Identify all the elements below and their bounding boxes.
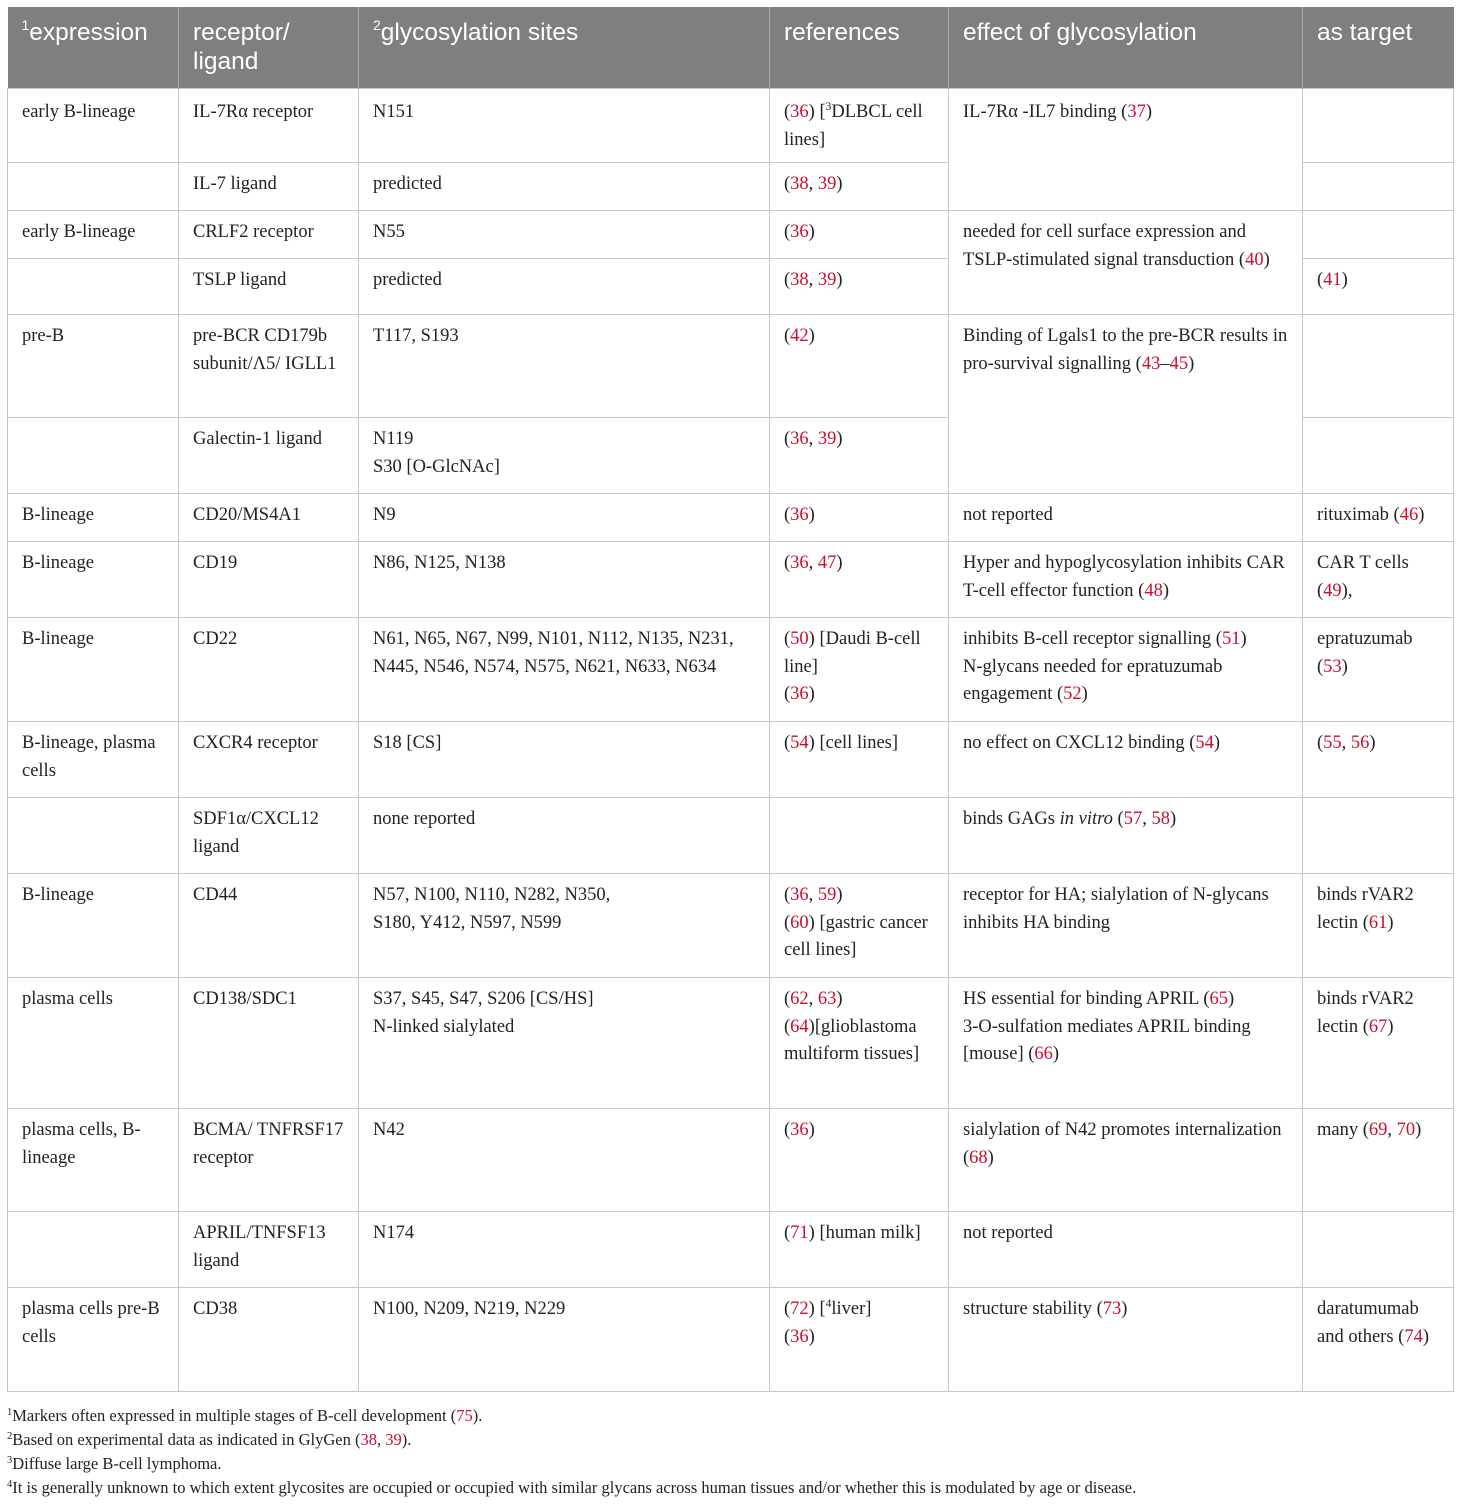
expression-cell: B-lineage <box>8 494 179 542</box>
receptor-cell: CD44 <box>179 874 359 978</box>
target-cell <box>1303 1212 1454 1288</box>
reference-link[interactable]: 64 <box>790 1016 809 1037</box>
reference-link[interactable]: 69 <box>1368 1120 1388 1141</box>
effect-cell: not reported <box>949 1212 1303 1288</box>
reference-link[interactable]: 36 <box>790 1120 809 1141</box>
table-row <box>8 542 1454 618</box>
header-glycosylation-sites: $^2$glycosylation sites <box>359 7 770 89</box>
effect-cell: inhibits B-cell receptor signalling (51) N-glycans needed for epratuzumab engagement (52) <box>949 618 1303 722</box>
sites-cell: N174 <box>359 1212 770 1288</box>
effect-cell: binds GAGs in vitro (57, 58) <box>949 798 1303 874</box>
reference-link[interactable]: 54 <box>790 733 809 754</box>
expression-cell: plasma cells pre-B cells <box>8 1288 179 1392</box>
sites-cell: S37, S45, S47, S206 [CS/HS] N-linked sialylated <box>359 978 770 1109</box>
sites-cell: none reported <box>359 798 770 874</box>
reference-link[interactable]: 38 <box>360 1430 377 1449</box>
reference-link[interactable]: 43 <box>1141 353 1161 374</box>
references-cell: (36) [$^3$DLBCL cell lines] <box>770 89 949 163</box>
sites-cell: N9 <box>359 494 770 542</box>
reference-link[interactable]: 66 <box>1034 1044 1053 1065</box>
expression-cell: B-lineage <box>8 874 179 978</box>
target-cell: epratuzumab (53) <box>1303 618 1454 722</box>
footnote-3: $^3$Diffuse large B-cell lymphoma. <box>7 1454 222 1473</box>
reference-link[interactable]: 54 <box>1195 733 1214 754</box>
sites-cell: N86, N125, N138 <box>359 542 770 618</box>
receptor-cell: CXCR4 receptor <box>179 722 359 798</box>
effect-cell: receptor for HA; sialylation of N-glycans inhibits HA binding <box>949 874 1303 978</box>
reference-link[interactable]: 40 <box>1245 249 1264 270</box>
receptor-cell: BCMA/ TNFRSF17 receptor <box>179 1109 359 1212</box>
receptor-cell: SDF1α/CXCL12 ligand <box>179 798 359 874</box>
reference-link[interactable]: 45 <box>1169 353 1189 374</box>
target-cell: CAR T cells (49), <box>1303 542 1454 618</box>
receptor-cell: CD38 <box>179 1288 359 1392</box>
reference-link[interactable]: 57 <box>1123 809 1143 830</box>
sites-cell: N61, N65, N67, N99, N101, N112, N135, N231, N445, N546, N574, N575, N621, N633, N634 <box>359 618 770 722</box>
references-cell: (71) [human milk] <box>770 1212 949 1288</box>
reference-link[interactable]: 63 <box>817 989 837 1010</box>
sites-cell: N100, N209, N219, N229 <box>359 1288 770 1392</box>
reference-link[interactable]: 39 <box>817 174 837 195</box>
reference-link[interactable]: 68 <box>969 1147 988 1168</box>
effect-cell: not reported <box>949 494 1303 542</box>
footnote-2: $^2$Based on experimental data as indicated in GlyGen (38, 39). <box>7 1430 412 1449</box>
expression-cell: B-lineage, plasma cells <box>8 722 179 798</box>
footnotes <box>7 1404 1453 1500</box>
reference-link[interactable]: 74 <box>1404 1326 1423 1347</box>
references-cell: (36, 39) <box>770 418 949 494</box>
expression-cell <box>8 259 179 315</box>
receptor-cell: CD22 <box>179 618 359 722</box>
footnote-4: $^4$It is generally unknown to which extent glycosites are occupied or occupied with similar glycans across human tissues and/or whether this is modulated by age or disease. <box>7 1478 1137 1497</box>
reference-link[interactable]: 67 <box>1368 1016 1388 1037</box>
reference-link[interactable]: 65 <box>1209 989 1228 1010</box>
expression-cell: pre-B <box>8 315 179 418</box>
reference-link[interactable]: 61 <box>1368 912 1388 933</box>
table-row <box>8 1288 1454 1392</box>
reference-link[interactable]: 73 <box>1102 1299 1122 1320</box>
sites-cell: predicted <box>359 259 770 315</box>
receptor-cell: APRIL/TNFSF13 ligand <box>179 1212 359 1288</box>
header-as-target: as target <box>1303 7 1454 89</box>
references-cell: (36) <box>770 211 949 259</box>
sites-cell: predicted <box>359 163 770 211</box>
reference-link[interactable]: 38 <box>790 270 809 291</box>
expression-cell: early B-lineage <box>8 211 179 259</box>
target-cell: binds rVAR2 lectin (61) <box>1303 874 1454 978</box>
table-row <box>8 722 1454 798</box>
table-row <box>8 978 1454 1109</box>
references-cell: (38, 39) <box>770 259 949 315</box>
reference-link[interactable]: 56 <box>1350 733 1370 754</box>
reference-link[interactable]: 72 <box>790 1299 809 1320</box>
effect-cell: structure stability (73) <box>949 1288 1303 1392</box>
reference-link[interactable]: 55 <box>1323 733 1342 754</box>
references-cell: (50) [Daudi B-cell line] (36) <box>770 618 949 722</box>
table-row <box>8 1109 1454 1212</box>
target-cell: binds rVAR2 lectin (67) <box>1303 978 1454 1109</box>
reference-link[interactable]: 70 <box>1396 1120 1416 1141</box>
reference-link[interactable]: 75 <box>456 1406 473 1425</box>
reference-link[interactable]: 47 <box>817 553 837 574</box>
effect-cell: no effect on CXCL12 binding (54) <box>949 722 1303 798</box>
expression-cell <box>8 418 179 494</box>
table-row <box>8 618 1454 722</box>
target-cell <box>1303 89 1454 163</box>
reference-link[interactable]: 46 <box>1399 505 1419 526</box>
effect-cell: HS essential for binding APRIL (65) 3-O-sulfation mediates APRIL binding [mouse] (66) <box>949 978 1303 1109</box>
target-cell <box>1303 418 1454 494</box>
reference-link[interactable]: 39 <box>817 429 837 450</box>
references-cell: (36) <box>770 494 949 542</box>
reference-link[interactable]: 51 <box>1221 629 1241 650</box>
expression-cell <box>8 163 179 211</box>
sites-cell: N119 S30 [O-GlcNAc] <box>359 418 770 494</box>
reference-link[interactable]: 36 <box>790 505 809 526</box>
receptor-cell: CD138/SDC1 <box>179 978 359 1109</box>
receptor-cell: TSLP ligand <box>179 259 359 315</box>
target-cell: (41) <box>1303 259 1454 315</box>
target-cell <box>1303 211 1454 259</box>
reference-link[interactable]: 36 <box>790 553 809 574</box>
reference-link[interactable]: 71 <box>790 1223 809 1244</box>
reference-link[interactable]: 60 <box>790 912 809 933</box>
reference-link[interactable]: 36 <box>790 684 809 705</box>
glycosylation-table <box>7 7 1454 1392</box>
table-row <box>8 494 1454 542</box>
table-row <box>8 798 1454 874</box>
references-cell: (36, 47) <box>770 542 949 618</box>
sites-cell: N42 <box>359 1109 770 1212</box>
expression-cell: B-lineage <box>8 542 179 618</box>
effect-cell: IL-7Rα -IL7 binding (37) <box>949 89 1303 211</box>
receptor-cell: IL-7 ligand <box>179 163 359 211</box>
target-cell <box>1303 315 1454 418</box>
references-cell: (72) [$^4$liver] (36) <box>770 1288 949 1392</box>
expression-cell: B-lineage <box>8 618 179 722</box>
references-cell: (36) <box>770 1109 949 1212</box>
table-row <box>8 211 1454 259</box>
reference-link[interactable]: 36 <box>790 102 809 122</box>
footnote-1: $^1$Markers often expressed in multiple stages of B-cell development (75). <box>7 1406 483 1425</box>
effect-cell: sialylation of N42 promotes internalization (68) <box>949 1109 1303 1212</box>
references-cell: (42) <box>770 315 949 418</box>
sites-cell: S18 [CS] <box>359 722 770 798</box>
target-cell: daratumumab and others (74) <box>1303 1288 1454 1392</box>
expression-cell <box>8 1212 179 1288</box>
reference-link[interactable]: 39 <box>817 270 837 291</box>
expression-cell: plasma cells <box>8 978 179 1109</box>
reference-link[interactable]: 48 <box>1144 580 1163 601</box>
effect-cell: Binding of Lgals1 to the pre-BCR results in pro-survival signalling (43–45) <box>949 315 1303 494</box>
target-cell: rituximab (46) <box>1303 494 1454 542</box>
sites-cell: N151 <box>359 89 770 163</box>
reference-link[interactable]: 58 <box>1151 809 1170 830</box>
header-effect: effect of glycosylation <box>949 7 1303 89</box>
header-row <box>8 7 1454 89</box>
table-row <box>8 315 1454 418</box>
expression-cell: plasma cells, B-lineage <box>8 1109 179 1212</box>
table-row <box>8 874 1454 978</box>
header-references: references <box>770 7 949 89</box>
receptor-cell: IL-7Rα receptor <box>179 89 359 163</box>
reference-link[interactable]: 36 <box>790 429 809 450</box>
sites-cell: T117, S193 <box>359 315 770 418</box>
reference-link[interactable]: 36 <box>790 885 809 906</box>
references-cell <box>770 798 949 874</box>
receptor-cell: CRLF2 receptor <box>179 211 359 259</box>
effect-cell: needed for cell surface expression and TSLP-stimulated signal transduction (40) <box>949 211 1303 315</box>
table-row <box>8 89 1454 163</box>
reference-link[interactable]: 62 <box>790 989 809 1010</box>
receptor-cell: CD19 <box>179 542 359 618</box>
effect-cell: Hyper and hypoglycosylation inhibits CAR T-cell effector function (48) <box>949 542 1303 618</box>
reference-link[interactable]: 42 <box>790 326 809 347</box>
references-cell: (54) [cell lines] <box>770 722 949 798</box>
references-cell: (38, 39) <box>770 163 949 211</box>
receptor-cell: pre-BCR CD179b subunit/Λ5/ IGLL1 <box>179 315 359 418</box>
sites-cell: N55 <box>359 211 770 259</box>
reference-link[interactable]: 37 <box>1127 102 1146 122</box>
reference-link[interactable]: 41 <box>1323 270 1342 291</box>
header-expression: $^1$expression <box>8 7 179 89</box>
reference-link[interactable]: 39 <box>385 1430 402 1449</box>
table-row <box>8 1212 1454 1288</box>
target-cell <box>1303 798 1454 874</box>
expression-cell <box>8 798 179 874</box>
receptor-cell: Galectin-1 ligand <box>179 418 359 494</box>
receptor-cell: CD20/MS4A1 <box>179 494 359 542</box>
target-cell: many (69, 70) <box>1303 1109 1454 1212</box>
reference-link[interactable]: 50 <box>790 629 809 650</box>
sites-cell: N57, N100, N110, N282, N350, S180, Y412, N597, N599 <box>359 874 770 978</box>
reference-link[interactable]: 59 <box>817 885 837 906</box>
reference-link[interactable]: 49 <box>1323 580 1342 601</box>
expression-cell: early B-lineage <box>8 89 179 163</box>
reference-link[interactable]: 36 <box>790 1326 809 1347</box>
references-cell: (36, 59) (60) [gastric cancer cell lines] <box>770 874 949 978</box>
reference-link[interactable]: 52 <box>1063 684 1082 705</box>
header-receptor-ligand: receptor/ ligand <box>179 7 359 89</box>
reference-link[interactable]: 38 <box>790 174 809 195</box>
target-cell: (55, 56) <box>1303 722 1454 798</box>
reference-link[interactable]: 36 <box>790 222 809 243</box>
references-cell: (62, 63) (64)[glioblastoma multiform tissues] <box>770 978 949 1109</box>
reference-link[interactable]: 53 <box>1323 656 1342 677</box>
target-cell <box>1303 163 1454 211</box>
